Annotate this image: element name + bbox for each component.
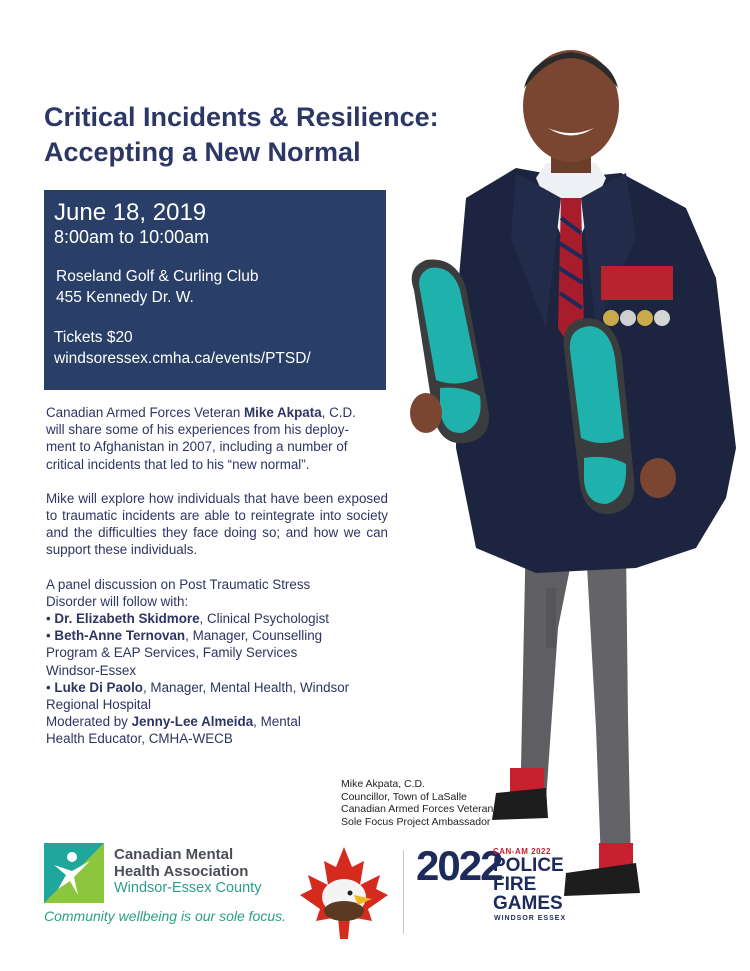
games-word-fire: FIRE	[493, 874, 537, 895]
maple-leaf-eagle-logo	[298, 845, 390, 941]
logo-divider	[403, 850, 404, 934]
speaker-photo	[396, 28, 750, 908]
cmha-tagline: Community wellbeing is our sole focus.	[44, 908, 286, 924]
speaker-postnominal: , C.D.	[321, 405, 356, 420]
bullet: •	[46, 628, 55, 644]
panel-member	[46, 610, 388, 627]
event-info-box	[44, 190, 386, 390]
moderator-role-line-2: Health Educator, CMHA-WECB	[46, 731, 233, 747]
medal-ribbons	[601, 266, 673, 300]
games-year: 2022	[416, 842, 502, 889]
cmha-logo-icon	[44, 843, 104, 903]
event-date: June 18, 2019	[54, 199, 207, 226]
title-line-2: Accepting a New Normal	[44, 137, 361, 167]
panel-intro-line-2: Disorder will follow with:	[46, 593, 189, 609]
bullet: •	[46, 611, 55, 627]
explore-paragraph: Mike will explore how individuals that have been exposed to traumatic incidents are able to reintegrate into society and the difficulties they face doing so; and how we can support these individuals.	[46, 490, 388, 558]
panel-member	[46, 627, 388, 679]
panel-member-role-line-2: Program & EAP Services, Family Services	[46, 645, 298, 661]
cmha-name-line-1: Canadian Mental	[114, 846, 234, 863]
cmha-name-line-2: Health Association	[114, 863, 249, 880]
moderator-label: Moderated by	[46, 714, 132, 730]
speaker-name: Mike Akpata	[244, 405, 322, 420]
event-description	[46, 404, 388, 748]
event-venue: Roseland Golf & Curling Club	[56, 268, 259, 285]
panel-member-role-line-2: Regional Hospital	[46, 697, 151, 713]
medal-icon	[654, 310, 670, 326]
games-word-police: POLICE	[493, 855, 564, 876]
cmha-name	[114, 846, 314, 897]
intro-line-3: ment to Afghanistan in 2007, including a number of	[46, 439, 348, 455]
panel-section	[46, 576, 388, 748]
event-tickets: Tickets $20	[54, 329, 133, 346]
panel-intro-line-1: A panel discussion on Post Traumatic Stress	[46, 576, 311, 592]
speaker-caption	[341, 778, 541, 828]
moderator-name: Jenny-Lee Almeida	[131, 714, 254, 730]
event-address: 455 Kennedy Dr. W.	[56, 289, 194, 306]
title-line-1: Critical Incidents & Resilience:	[44, 102, 439, 132]
cmha-branch: Windsor-Essex County	[114, 880, 262, 896]
caption-line: Sole Focus Project Ambassador	[341, 815, 491, 828]
event-time: 8:00am to 10:00am	[54, 227, 210, 247]
panel-member-role: , Manager, Counselling	[185, 628, 323, 644]
games-bottom-label: WINDSOR ESSEX	[494, 915, 567, 922]
intro-paragraph	[46, 404, 388, 473]
games-top-label: CAN-AM 2022	[493, 847, 551, 856]
medal-icon	[620, 310, 636, 326]
caption-line: Mike Akpata, C.D.	[341, 778, 426, 790]
panel-member-role: , Clinical Psychologist	[199, 611, 330, 627]
caption-line: Canadian Armed Forces Veteran	[341, 803, 494, 815]
panel-member	[46, 679, 388, 713]
event-url[interactable]: windsoressex.cmha.ca/events/PTSD/	[54, 350, 311, 367]
bullet: •	[46, 679, 55, 695]
medal-icon	[603, 310, 619, 326]
moderator-role: , Mental	[253, 714, 301, 730]
intro-line-4: critical incidents that led to his “new normal”.	[46, 456, 310, 472]
panel-member-name: Luke Di Paolo	[54, 679, 143, 695]
games-word-games: GAMES	[493, 893, 563, 914]
caption-line: Councillor, Town of LaSalle	[341, 790, 467, 803]
panel-member-role-line-3: Windsor-Essex	[46, 662, 137, 678]
panel-member-name: Dr. Elizabeth Skidmore	[54, 611, 200, 627]
intro-line-2: will share some of his experiences from his deploy-	[46, 422, 349, 438]
medal-icon	[637, 310, 653, 326]
intro-text: Canadian Armed Forces Veteran	[46, 405, 244, 420]
panel-member-role: , Manager, Mental Health, Windsor	[142, 679, 350, 695]
panel-member-name: Beth-Anne Ternovan	[54, 628, 186, 644]
